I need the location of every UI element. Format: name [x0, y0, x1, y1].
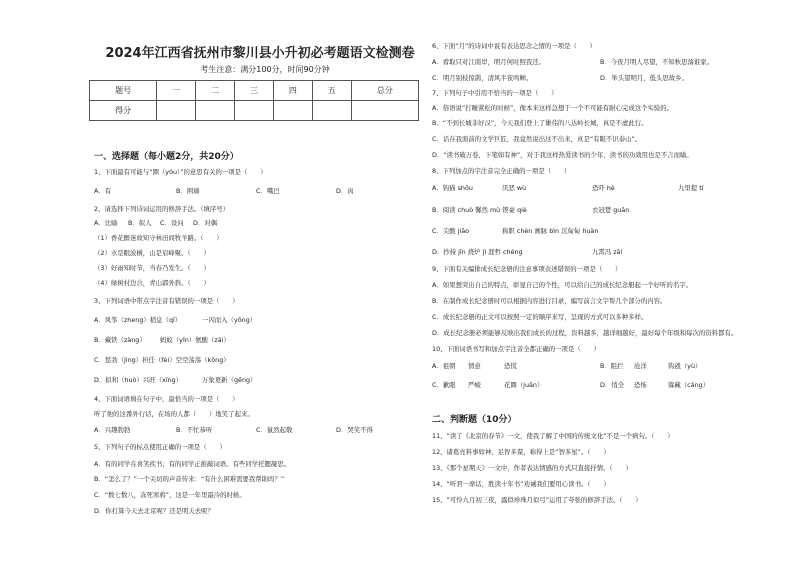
option[interactable]: D．你打算今天去北京呢？还是明天去呢？: [94, 507, 214, 515]
option[interactable]: C．明月别枝惊鹊，清风半夜鸣蝉。: [432, 74, 533, 82]
score-header-cell: 题号: [90, 81, 157, 101]
judge-question: 11、“读了《北京的春节》一文，使我了解了中国的传统文化”不是一个病句。（ ）: [432, 432, 674, 440]
option[interactable]: C．“数七数八，冻死寒鸦”，这是一年里最冷的时候。: [94, 491, 246, 499]
question-text: 听了他的这番外行话，在场的人都（ ）地笑了起来。: [94, 410, 254, 418]
option[interactable]: A．风筝（zheng）稍息（qī）: [94, 316, 182, 324]
option[interactable]: 情意: [468, 362, 481, 370]
question-text: 3、下列词语中带点字注音有错误的一项是（ ）: [94, 297, 239, 305]
option[interactable]: B．藏铁（zàng）: [94, 336, 146, 344]
judge-question: 13、《那个星期天》一文中，作者表达情感的方式只直接抒情。（ ）: [432, 464, 632, 472]
option[interactable]: C．设问: [160, 219, 184, 227]
option[interactable]: D．抄持 jīn 烧炉 jì 涯哲 chéng: [432, 248, 523, 256]
option[interactable]: C．尖酸 jiāo: [432, 227, 470, 235]
option[interactable]: B．围墙: [176, 187, 200, 195]
option[interactable]: B．拟人: [128, 219, 152, 227]
question-text: 5、下列句子的标点使用正确的一项是（ ）: [94, 443, 226, 451]
question-text: 10、下面词语书写和加点字注音全都正确的一项是（ ）: [432, 345, 600, 353]
question-text: 2、请选择下列诗词运用的修辞手法。（填序号）: [94, 205, 230, 213]
question-text: （1）香花醉迷故知守林田间牧羊路。（ ）: [94, 234, 223, 242]
option[interactable]: A．如果想突出自己的特点，彰显自己的个性，可以给自己的成长纪念册起一个好听的名字。: [432, 281, 692, 289]
question-text: 4、下面词语填在句子中，最恰当的一项是（ ）: [94, 395, 239, 403]
score-header-cell: 三: [235, 81, 274, 101]
option[interactable]: 衣冠楚 guān: [592, 206, 630, 214]
option[interactable]: 一闪而入（yōng）: [202, 316, 257, 324]
option[interactable]: 恐吓 hè: [592, 184, 615, 192]
option[interactable]: B．“怎么了？”一个关切的声音传来：“有什么困难需要我帮助吗？”: [94, 475, 285, 483]
option[interactable]: A．有: [94, 187, 112, 195]
score-row-label: 得分: [90, 101, 157, 121]
option[interactable]: D．“读书破万卷，下笔如有神”，对于我这样热爱读书的少年，读书的功效用也是不言而喻。: [432, 151, 693, 159]
option[interactable]: 花圈（juān）: [504, 381, 544, 389]
option[interactable]: 恐怖: [634, 381, 647, 389]
question-text: （4）绿树村边合，青山郭外斜。（ ）: [94, 279, 210, 287]
score-header-cell: 二: [196, 81, 235, 101]
score-table: [89, 80, 419, 121]
score-table-header-row: [90, 81, 419, 101]
option[interactable]: C．惩劲（jìng）担任（fèi）空空荡荡（kōng）: [94, 356, 230, 364]
option[interactable]: C．成长纪念册的正文可以按照一定的顺序来写，呈现的方式可以多种多样。: [432, 313, 648, 321]
question-text: （3）好雨知时节，当春乃发生。（ ）: [94, 264, 210, 272]
option[interactable]: D．肉: [336, 187, 354, 195]
option[interactable]: C．话在我面前的文学巨匠，我竟然说出这不出来，真是“有眼不识泰山”。: [432, 135, 642, 143]
score-header-cell: 总分: [351, 81, 418, 101]
section-heading-judge: 二、判断题（10分）: [432, 415, 517, 425]
judge-question: 15、“可怜九月初三夜，露似珍珠月似弓”运用了夸张的修辞手法。（ ）: [432, 496, 642, 504]
page-title: 2024年江西省抚州市黎川县小升初必考题语文检测卷: [105, 46, 415, 61]
score-cell[interactable]: [351, 101, 418, 121]
score-cell[interactable]: [273, 101, 312, 121]
question-text: 7、下列句子中引用不恰当的一项是（ ）: [432, 89, 558, 97]
score-cell[interactable]: [196, 101, 235, 121]
option[interactable]: D．悄全: [600, 381, 625, 389]
option[interactable]: 躲藏（cáng）: [668, 381, 710, 389]
option[interactable]: 沧洋: [634, 362, 647, 370]
score-cell[interactable]: [235, 101, 274, 121]
option[interactable]: A．钩猫 shōu: [432, 184, 473, 192]
option[interactable]: A．有的同学在喜笑疾书；有的同学正推敲词语。有些同学托腮凝思。: [94, 460, 291, 468]
question-text: 8、下列加点的字注音完全正确的一项是（ ）: [432, 167, 571, 175]
question-text: （2）水是眼波横，山是眉峰聚。（ ）: [94, 249, 210, 257]
option[interactable]: B．“不到长城非好汉”，今天我们登上了雄伟的八达岭长城，真是不虚此行。: [432, 119, 648, 127]
option[interactable]: 称职 chèn 画脉 bìn 沉甸甸 huàn: [502, 227, 599, 235]
exam-notice: 考生注意：满分100分，时间90分钟: [200, 65, 330, 74]
question-text: 6、下面“月”的诗词中说有表达思念之情的一项是（ ）: [432, 42, 597, 50]
option[interactable]: 蚂蚁（yǐn）氨酸（zāi）: [160, 336, 230, 344]
option[interactable]: D．拟和（huò）兴旺（xīng）: [94, 376, 183, 384]
option[interactable]: B．不忙恭听: [176, 426, 213, 434]
option[interactable]: C．鼠然起敬: [256, 426, 293, 434]
option[interactable]: D．成长纪念册必须能够反映出我们成长的过程，资料越多，越详细越好，最好每个年级和每次的资料都有。: [432, 329, 738, 337]
option[interactable]: 万象更新（gēng）: [202, 376, 257, 384]
judge-question: 12、诸葛亮料事如神、足智多谋，称得上是“智多星”。（ ）: [432, 448, 610, 456]
option[interactable]: A．比喻: [94, 219, 118, 227]
option[interactable]: B．在制作成长纪念册时可以根据内容进行目录，编写前言文字帮几个部分的内容。: [432, 297, 667, 305]
option[interactable]: B．阅读 chuò 馨然 mù 锲豪 qiè: [432, 206, 527, 214]
option[interactable]: 恐慌: [504, 362, 517, 370]
question-text: 1、下面最有可能与“圈（yóu）”的意思有关的一项是（ ）: [94, 168, 267, 176]
option[interactable]: C．歉眼: [432, 381, 456, 389]
option[interactable]: D．举头望明月，低头思故乡。: [600, 74, 688, 82]
option[interactable]: A．祖朝: [432, 362, 456, 370]
score-cell[interactable]: [312, 101, 351, 121]
option[interactable]: 九里提 tí: [678, 184, 704, 192]
option[interactable]: A．看取只对江南岸，明月何时照我还。: [432, 58, 546, 66]
question-text: 9、下面有关编排成长纪念册的注意事项表述错误的一项是（ ）: [432, 265, 622, 273]
option[interactable]: D．对偶: [193, 219, 218, 227]
option[interactable]: 严峻: [468, 381, 481, 389]
option[interactable]: A．兴趣勃勃: [94, 426, 131, 434]
option[interactable]: 钩戗（yù）: [668, 362, 702, 370]
option[interactable]: 九霄冯 zāi: [592, 248, 623, 256]
option[interactable]: B．今夜月明人尽望，不知秋思落谁家。: [600, 58, 714, 66]
score-header-cell: 五: [312, 81, 351, 101]
option[interactable]: D．哭笑不得: [336, 426, 373, 434]
option[interactable]: B．阻拦: [600, 362, 624, 370]
judge-question: 14、“听君一席话，胜读十年书”劝诫我们要用心读书。（ ）: [432, 480, 610, 488]
option[interactable]: 厌恶 wù: [502, 184, 527, 192]
option[interactable]: A．俗语说“打睡紧松的时候”，像本来这样急想于一个不可能有耐心完成这个实验的。: [432, 104, 674, 112]
score-table-row: [90, 101, 419, 121]
score-cell[interactable]: [157, 101, 196, 121]
section-heading-choice: 一、选择题（每小题2分，共20分）: [94, 152, 239, 162]
score-header-cell: 四: [273, 81, 312, 101]
option[interactable]: C．嘴巴: [256, 187, 280, 195]
score-header-cell: 一: [157, 81, 196, 101]
